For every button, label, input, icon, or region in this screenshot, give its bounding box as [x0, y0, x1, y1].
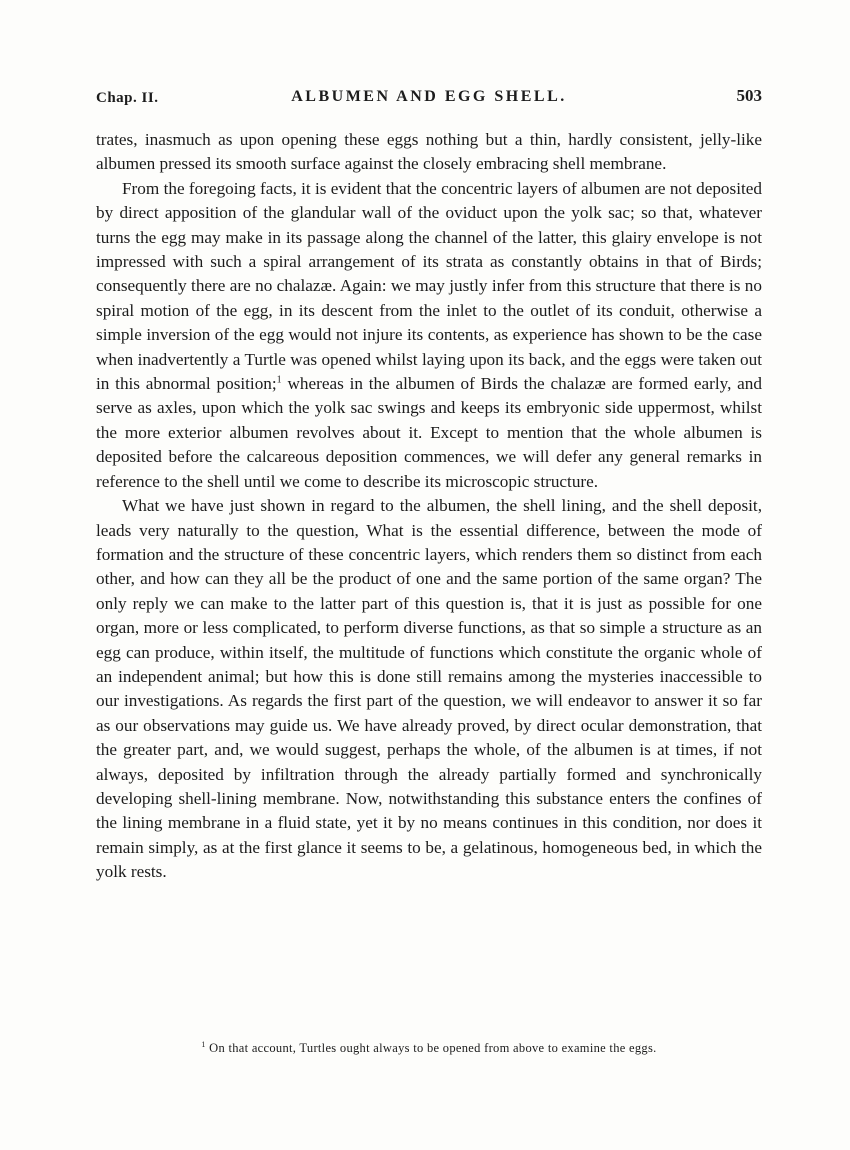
paragraph-2-text-end: whereas in the albumen of Birds the chalazæ are formed early, and serve as axles, upon which the yolk sac swings and keeps its embryonic side uppermost, whilst the more exterior albumen revolves about it. Except to mention that the whole albumen is deposited before the calcareous deposition commences, we will defer any general remarks in reference to the shell until we come to describe its microscopic structure. — [96, 374, 762, 491]
footnote — [96, 1041, 762, 1056]
footnote-marker: 1 — [201, 1039, 206, 1049]
paragraph-3 — [96, 494, 762, 885]
running-header — [96, 88, 762, 112]
page-number: 503 — [736, 86, 762, 105]
body-text — [96, 128, 762, 885]
footnote-text: On that account, Turtles ought always to be opened from above to examine the eggs. — [205, 1041, 657, 1055]
paragraph-1-text: trates, inasmuch as upon opening these eggs nothing but a thin, hardly consistent, jelly-like albumen pressed its smooth surface against the closely embracing shell membrane. — [96, 130, 762, 174]
paragraph-3-text: What we have just shown in regard to the albumen, the shell lining, and the shell deposit, leads very naturally to the question, What is the essential difference, between the mode of formation and the structure of these concentric layers, which renders them so distinct from each other, and how can they all be the product of one and the same portion of the same organ? The only reply we can make to the latter part of this question is, that it is just as possible for one organ, more or less complicated, to perform diverse functions, as that so simple a structure as an egg can produce, within itself, the multitude of functions which constitute the organic whole of an independent animal; but how this is done still remains among the mysteries inaccessible to our investigations. As regards the first part of the question, we will endeavor to answer it so far as our observations may guide us. We have already proved, by direct ocular demonstration, that the greater part, and, we would suggest, perhaps the whole, of the albumen is at times, if not always, deposited by infiltration through the already partially formed and synchronically developing shell-lining membrane. Now, notwithstanding this substance enters the confines of the lining membrane in a fluid state, yet it by no means continues in this condition, nor does it remain simply, as at the first glance it seems to be, a gelatinous, homogeneous bed, in which the yolk rests. — [96, 496, 762, 882]
footnote-reference: 1 — [276, 374, 282, 386]
paragraph-1 — [96, 128, 762, 177]
chapter-label: Chap. II. — [96, 90, 159, 106]
paragraph-2 — [96, 177, 762, 494]
running-title: ALBUMEN AND EGG SHELL. — [291, 88, 567, 105]
paragraph-2-text-start: From the foregoing facts, it is evident that the concentric layers of albumen are not deposited by direct apposition of the glandular wall of the oviduct upon the yolk sac; so that, whatever turns the egg may make in its passage along the channel of the latter, this glairy envelope is not impressed with such a spiral arrangement of its strata as constantly obtains in that of Birds; consequently there are no chalazæ. Again: we may justly infer from this structure that there is no spiral motion of the egg, in its descent from the inlet to the outlet of its conduit, otherwise a simple inversion of the egg would not injure its contents, as experience has shown to be the case when inadvertently a Turtle was opened whilst laying upon its back, and the eggs were taken out in this abnormal position; — [96, 178, 762, 394]
